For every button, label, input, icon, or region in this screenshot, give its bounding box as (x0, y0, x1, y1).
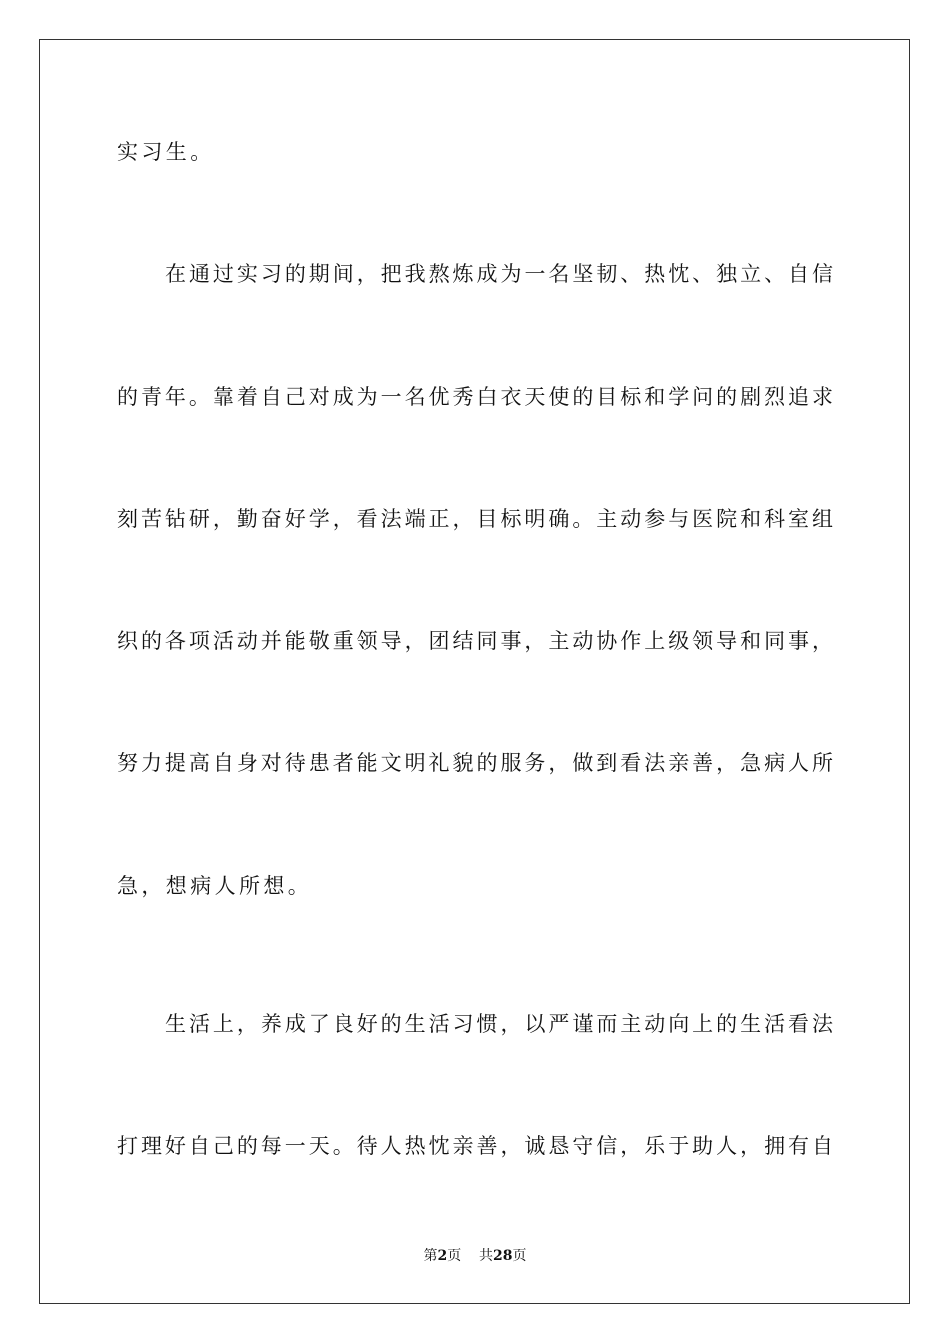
page-number: 2 (437, 1248, 448, 1264)
paragraph-first-line: 生活上，养成了良好的生活习惯，以严谨而主动向上的生活看法 (165, 1012, 833, 1036)
page-suffix: 页 (447, 1248, 462, 1264)
text-line: 刻苦钻研，勤奋好学，看法端正，目标明确。主动参与医院和科室组 (117, 507, 833, 531)
page-frame (39, 39, 910, 1304)
total-suffix: 页 (512, 1248, 527, 1264)
paragraph-first-line: 在通过实习的期间，把我熬炼成为一名坚韧、热忱、独立、自信 (165, 262, 833, 286)
text-line: 实习生。 (117, 140, 215, 164)
text-line: 织的各项活动并能敬重领导，团结同事，主动协作上级领导和同事， (117, 629, 833, 653)
text-line: 打理好自己的每一天。待人热忱亲善，诚恳守信，乐于助人，拥有自 (117, 1134, 833, 1158)
total-prefix: 共 (479, 1248, 494, 1264)
total-pages: 28 (493, 1248, 513, 1264)
text-line: 的青年。靠着自己对成为一名优秀白衣天使的目标和学问的剧烈追求 (117, 385, 833, 409)
page-prefix: 第 (423, 1248, 438, 1264)
text-line: 努力提高自身对待患者能文明礼貌的服务，做到看法亲善，急病人所 (117, 751, 833, 775)
page-footer (0, 1247, 950, 1265)
text-line: 急，想病人所想。 (117, 874, 313, 898)
